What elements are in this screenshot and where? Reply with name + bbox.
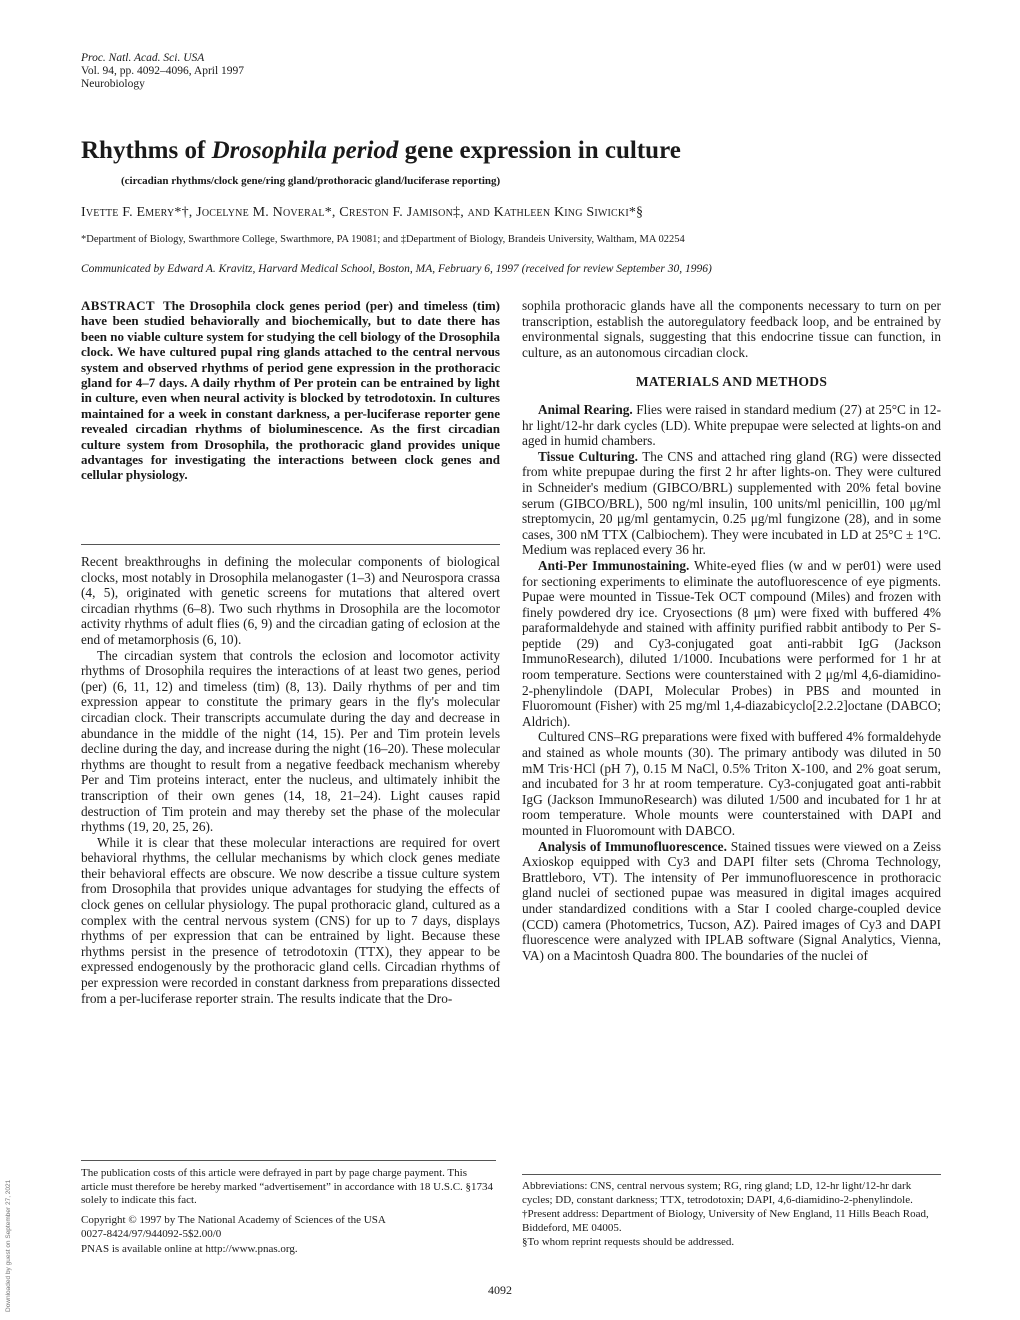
footnote-issn: 0027-8424/97/944092-5$2.00/0 bbox=[81, 1228, 222, 1240]
subsection-heading: Anti-Per Immunostaining. bbox=[538, 557, 690, 573]
footnotes-left bbox=[81, 1167, 496, 1257]
footnote-abbreviations: Abbreviations: CNS, central nervous system; RG, ring gland; LD, 12-hr light/12-hr dark cycles; DD, constant darkness; TTX, tetrodotoxin; DAPI, 4,6-diamidino-2-phenylindole. bbox=[522, 1180, 913, 1206]
download-watermark: Downloaded by guest on September 27, 2021 bbox=[5, 1179, 12, 1312]
subsection-heading: Analysis of Immunofluorescence. bbox=[538, 838, 727, 854]
journal-name: Proc. Natl. Acad. Sci. USA bbox=[81, 52, 205, 64]
intro-continuation: sophila prothoracic glands have all the components necessary to turn on per transcription, establish the autoregulatory feedback loop, and be entrained by environmental signals, suggesting that this endocrine tissue can function, in culture, as an autonomous circadian clock. bbox=[522, 298, 941, 360]
methods-paragraph: The CNS and attached ring gland (RG) were dissected from white prepupae during the first 2 hr after lights-on. They were cultured in Schneider's medium (GIBCO/BRL) supplemented with 20% fetal bovine serum (GIBCO/BRL), 500 ng/ml insulin, 100 units/ml penicillin, 100 μg/ml streptomycin, 20 μg/ml gentamycin, 0.25 μg/ml fungizone (28), and in some cases, 300 nM TTX (Calbiochem). They were incubated in LD at 25°C ± 1°C. Medium was replaced every 36 hr. bbox=[522, 448, 941, 558]
section-heading: MATERIALS AND METHODS bbox=[635, 374, 828, 390]
communicated-by: Communicated by Edward A. Kravitz, Harvard Medical School, Boston, MA, February 6, 1997 (received for review September 30, 1996) bbox=[81, 263, 712, 275]
footnote-online: PNAS is available online at http://www.pnas.org. bbox=[81, 1242, 298, 1255]
footnote-present-address: †Present address: Department of Biology, University of New England, 11 Hills Beach Road, Biddeford, ME 04005. bbox=[522, 1208, 929, 1234]
affiliation: *Department of Biology, Swarthmore College, Swarthmore, PA 19081; and ‡Department of Biology, Brandeis University, Waltham, MA 02254 bbox=[81, 234, 685, 245]
abstract-text: The Drosophila clock genes period (per) and timeless (tim) have been studied behaviorally and biochemically, but to date there has been no viable culture system for studying the cell biology of the Drosophila clock. We have cultured pupal ring glands attached to the central nervous system and observed rhythms of period gene expression in the prothoracic gland for 4–7 days. A daily rhythm of Per protein can be entrained by light in culture, even when neural activity is blocked by tetrodotoxin. In cultures maintained for a week in constant darkness, a per-luciferase reporter gene revealed circadian rhythms of bioluminescence. As the first circadian culture system from Drosophila, the prothoracic gland provides unique advantages for investigating the interactions between clock genes and cellular physiology. bbox=[81, 298, 500, 483]
intro-paragraph: Recent breakthroughs in defining the molecular components of biological clocks, most notably in Drosophila melanogaster (1–3) and Neurospora crassa (4, 5), originated with genetic screens for mutations that altered overt circadian rhythms (6–8). Two such rhythms in Drosophila are the locomotor activity rhythms of adult flies (6, 9) and the circadian gating of eclosion at the end of metamorphosis (6, 10). bbox=[81, 554, 500, 647]
page-number: 4092 bbox=[488, 1283, 512, 1297]
methods-paragraph: Flies were raised in standard medium (27) at 25°C in 12-hr light/12-hr dark cycles (LD). White prepupae were selected at lights-on and aged in humid chambers. bbox=[522, 401, 941, 449]
journal-volume: Vol. 94, pp. 4092–4096, April 1997 bbox=[81, 65, 245, 77]
abstract-label: ABSTRACT bbox=[81, 298, 155, 313]
methods-paragraph: Stained tissues were viewed on a Zeiss Axioskop equipped with Cy3 and DAPI filter sets (Chroma Technology, Brattleboro, VT). The intensity of Per immunofluorescence in prothoracic gland nuclei of sectioned pupae was measured in digital images acquired under standardized conditions with a Star I cooled charge-coupled device (CCD) camera (Photometrics, Tucson, AZ). Paired images of Cy3 and DAPI fluorescence were analyzed with IPLAB software (Signal Analytics, Vienna, VA) on a Macintosh Quadra 800. The boundaries of the nuclei of bbox=[522, 838, 941, 963]
methods-paragraph: White-eyed flies (w and w per01) were used for sectioning experiments to eliminate the autofluorescence of eye pigments. Pupae were mounted in Tissue-Tek OCT compound (Miles) and frozen with finely powdered dry ice. Cryosections (8 μm) were fixed with buffered 4% paraformaldehyde and stained with affinity purified rabbit antibody to Per S-peptide (29) and Cy3-conjugated goat anti-rabbit IgG (Jackson ImmunoResearch), diluted 1/1000. Incubations were performed for 1 hr at room temperature. Sections were counterstained with 2 μg/ml 4,6-diamidino-2-phenylindole (DAPI, Molecular Probes) in PBS and mounted in Fluoromount (Fisher) with 25 mg/ml 1,4-diazabicyclo[2.2.2]octane (DABCO; Aldrich). bbox=[522, 557, 941, 729]
methods-paragraph: Cultured CNS–RG preparations were fixed with buffered 4% formaldehyde and stained as whole mounts (30). The primary antibody was diluted in 50 mM Tris·HCl (pH 7), 0.15 M NaCl, 0.5% Triton X-100, and 2% goat serum, and incubated for 3 hr at room temperature. Cy3-conjugated goat anti-rabbit IgG (Jackson ImmunoResearch) was diluted 1/500 and incubated for 1 hr at room temperature. Whole mounts were counterstained with DAPI and mounted in Fluoromount with DABCO. bbox=[522, 729, 941, 838]
journal-header bbox=[81, 52, 244, 91]
footnote-reprint: §To whom reprint requests should be addressed. bbox=[522, 1236, 735, 1248]
intro-column bbox=[81, 554, 500, 1006]
journal-section: Neurobiology bbox=[81, 78, 145, 90]
subsection-heading: Tissue Culturing. bbox=[538, 448, 638, 464]
abstract bbox=[81, 298, 500, 483]
article-title bbox=[81, 136, 941, 166]
footnote-divider-left bbox=[81, 1160, 496, 1161]
footnote-divider-right bbox=[522, 1174, 941, 1175]
footnote-copyright: Copyright © 1997 by The National Academy of Sciences of the USA bbox=[81, 1213, 386, 1226]
title-italic: Drosophila period bbox=[211, 137, 399, 164]
footnote-costs: The publication costs of this article were defrayed in part by page charge payment. This article must therefore be hereby marked “advertisement” in accordance with 18 U.S.C. §1734 solely to indicate this fact. bbox=[81, 1167, 494, 1206]
right-column bbox=[522, 298, 941, 963]
intro-paragraph: While it is clear that these molecular interactions are required for overt behavioral rhythms, the cellular mechanisms by which clock genes mediate their behavioral effects are obscure. We now describe a tissue culture system from Drosophila that provides unique advantages for studying the effects of clock genes on cellular physiology. The pupal prothoracic gland, cultured as a complex with the central nervous system (CNS) for up to 7 days, displays rhythms of per expression that can be entrained by light. Because these rhythms persist in the presence of tetrodotoxin (TTX), they appear to be expressed endogenously by the prothoracic gland cells. Circadian rhythms of per expression were recorded in constant darkness from preparations dissected from a per-luciferase reporter strain. The results indicate that the Dro- bbox=[81, 834, 500, 1006]
abstract-divider bbox=[81, 544, 500, 545]
authors: Ivette F. Emery*†, Jocelyne M. Noveral*, Creston F. Jamison‡, and Kathleen King Siwicki*§ bbox=[81, 205, 644, 220]
intro-paragraph: The circadian system that controls the eclosion and locomotor activity rhythms of Drosophila requires the interactions of at least two genes, period (per) (6, 11, 12) and timeless (tim) (8, 13). Daily rhythms of per and tim expression appear to constitute the primary gears in the fly's molecular circadian clock. Their transcripts accumulate during the day and decrease in abundance in the middle of the night (14, 15). Per and Tim protein levels decline during the day, and increase during the night (16–20). These molecular rhythms are thought to result from a negative feedback mechanism whereby Per and Tim proteins interact, enter the nucleus, and ultimately inhibit the transcription of their own genes (14, 18, 21–24). Light causes rapid destruction of Tim protein and may thereby set the phase of the molecular rhythms (19, 20, 25, 26). bbox=[81, 647, 500, 835]
title-part2: gene expression in culture bbox=[404, 137, 681, 164]
keywords: (circadian rhythms/clock gene/ring gland/prothoracic gland/luciferase reporting) bbox=[121, 175, 501, 187]
subsection-heading: Animal Rearing. bbox=[538, 401, 633, 417]
footnotes-right bbox=[522, 1180, 941, 1251]
title-part1: Rhythms of bbox=[81, 137, 206, 164]
